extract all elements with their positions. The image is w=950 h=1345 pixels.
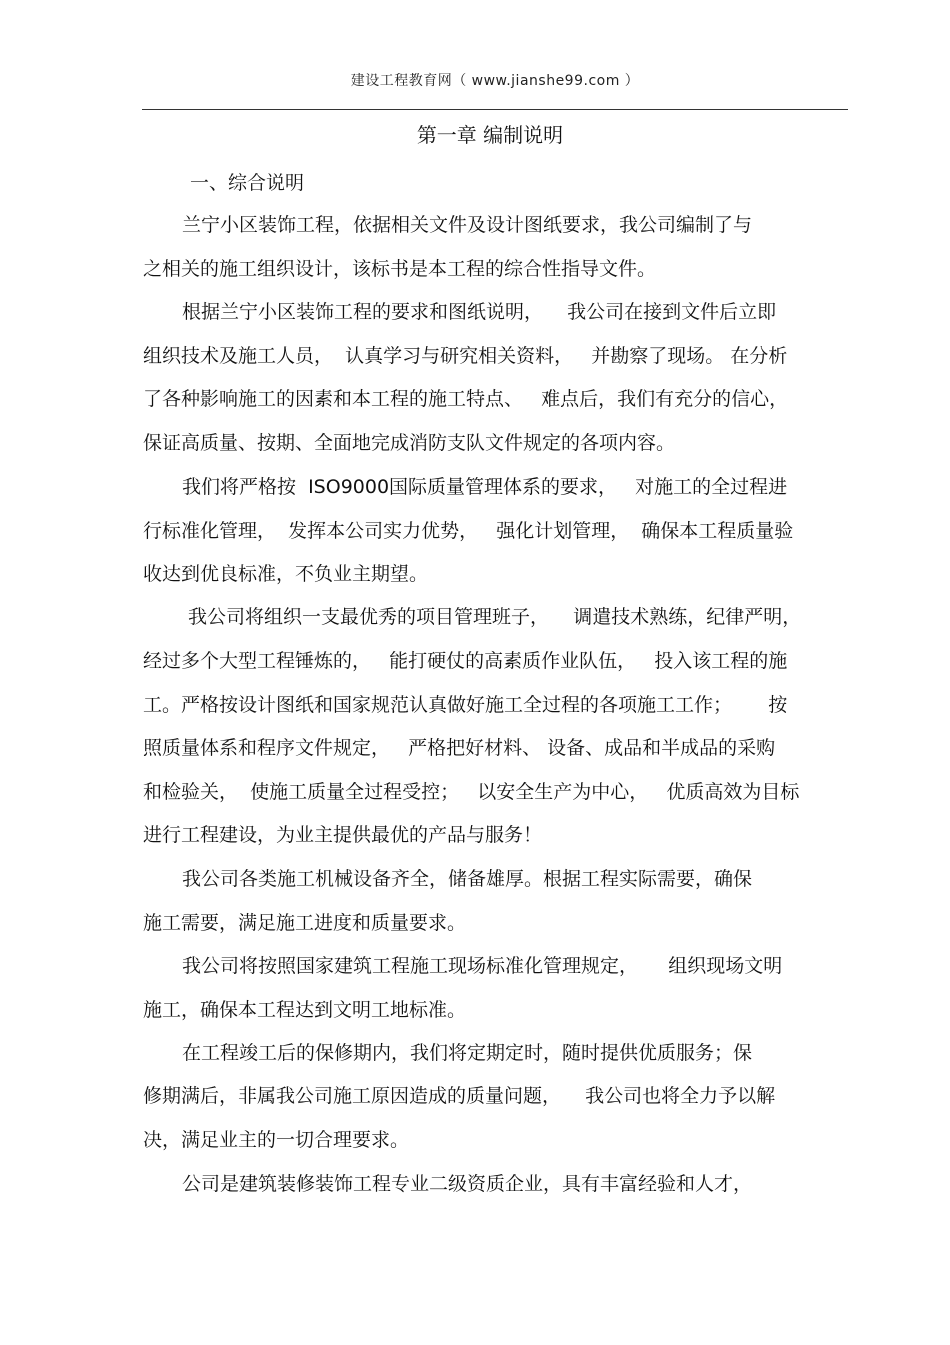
text-line: 之相关的施工组织设计，该标书是本工程的综合性指导文件。	[143, 258, 657, 280]
text-line: 决，满足业主的一切合理要求。	[143, 1129, 410, 1151]
text-line: 和检验关， 使施工质量全过程受控； 以安全生产为中心， 优质高效为目标	[143, 781, 800, 803]
text-line: 施工需要，满足施工进度和质量要求。	[143, 912, 467, 934]
text-line: 在工程竣工后的保修期内，我们将定期定时，随时提供优质服务；保	[182, 1042, 753, 1064]
text-line: 兰宁小区装饰工程，依据相关文件及设计图纸要求，我公司编制了与	[182, 214, 753, 236]
chapter-title: 第一章 编制说明	[416, 123, 564, 147]
text-line: 照质量体系和程序文件规定， 严格把好材料、 设备、成品和半成品的采购	[143, 737, 776, 759]
text-line: 施工，确保本工程达到文明工地标准。	[143, 999, 467, 1021]
text-line: 我公司将按照国家建筑工程施工现场标准化管理规定， 组织现场文明	[182, 955, 783, 977]
text-line: 我们将严格按 ISO9000国际质量管理体系的要求， 对施工的全过程进	[182, 476, 788, 498]
text-line: 工。严格按设计图纸和国家规范认真做好施工全过程的各项施工工作； 按	[143, 694, 788, 716]
text-line: 我公司将组织一支最优秀的项目管理班子， 调遣技术熟练，纪律严明，	[182, 606, 802, 628]
text-line: 公司是建筑装修装饰工程专业二级资质企业，具有丰富经验和人才，	[182, 1173, 753, 1195]
text-line: 我公司各类施工机械设备齐全，储备雄厚。根据工程实际需要，确保	[182, 868, 753, 890]
text-line: 根据兰宁小区装饰工程的要求和图纸说明， 我公司在接到文件后立即	[182, 301, 777, 323]
text-line: 组织技术及施工人员， 认真学习与研究相关资料， 并勘察了现场。 在分析	[143, 345, 788, 367]
header-divider	[142, 109, 848, 110]
text-line: 修期满后，非属我公司施工原因造成的质量问题， 我公司也将全力予以解	[143, 1085, 776, 1107]
text-line: 收达到优良标准，不负业主期望。	[143, 563, 429, 585]
section-heading: 一、综合说明	[190, 172, 305, 194]
text-line: 保证高质量、按期、全面地完成消防支队文件规定的各项内容。	[143, 432, 676, 454]
text-line: 经过多个大型工程锤炼的， 能打硬仗的高素质作业队伍， 投入该工程的施	[143, 650, 788, 672]
text-line: 行标准化管理， 发挥本公司实力优势， 强化计划管理， 确保本工程质量验	[143, 520, 794, 542]
text-line: 了各种影响施工的因素和本工程的施工特点、 难点后，我们有充分的信心，	[143, 388, 789, 410]
text-line: 进行工程建设，为业主提供最优的产品与服务！	[143, 824, 543, 846]
page-header: 建设工程教育网（ www.jianshe99.com ）	[350, 73, 640, 89]
